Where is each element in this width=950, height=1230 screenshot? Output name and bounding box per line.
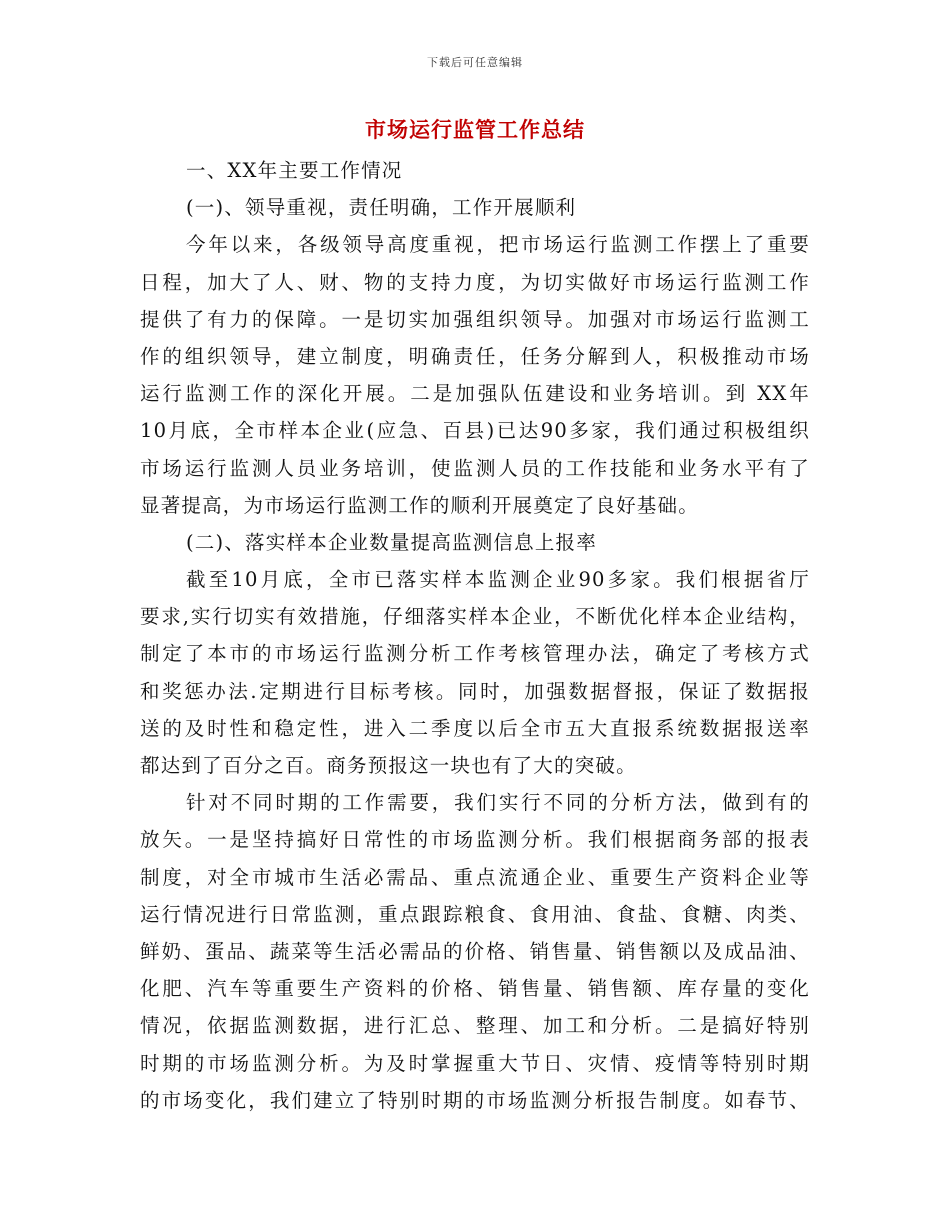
paragraph-line: (二)、落实样本企业数量提高监测信息上报率 [186,530,597,554]
paragraph-line: 放矢。一是坚持搞好日常性的市场监测分析。我们根据商务部的报表 [140,828,810,852]
paragraph-line: 一、XX年主要工作情况 [186,159,403,182]
paragraph-line: 时期的市场监测分析。为及时掌握重大节日、灾情、疫情等特别时期 [140,1051,810,1075]
paragraph-line: 市场运行监测人员业务培训，使监测人员的工作技能和业务水平有了 [140,456,810,480]
paragraph-line: 截至10月底，全市已落实样本监测企业90多家。我们根据省厅 [186,568,810,592]
paragraph-line: 鲜奶、蛋品、蔬菜等生活必需品的价格、销售量、销售额以及成品油、 [140,939,810,963]
paragraph-line: 情况，依据监测数据，进行汇总、整理、加工和分析。二是搞好特别 [140,1014,810,1038]
paragraph-line: 今年以来，各级领导高度重视，把市场运行监测工作摆上了重要 [186,233,810,257]
paragraph-line: 制定了本市的市场运行监测分析工作考核管理办法，确定了考核方式 [140,642,810,666]
paragraph-line: 10月底，全市样本企业(应急、百县)已达90多家，我们通过积极组织 [140,419,810,443]
document-body [140,152,810,1119]
paragraph-line: 要求,实行切实有效措施，仔细落实样本企业，不断优化样本企业结构， [140,605,810,629]
paragraph-line: 化肥、汽车等重要生产资料的价格、销售量、销售额、库存量的变化 [140,977,810,1001]
paragraph-line: 都达到了百分之百。商务预报这一块也有了大的突破。 [140,754,637,777]
paragraph-line: 日程，加大了人、财、物的支持力度，为切实做好市场运行监测工作 [140,270,810,294]
document-title: 市场运行监管工作总结 [365,118,585,142]
paragraph-line: 和奖惩办法.定期进行目标考核。同时，加强数据督报，保证了数据报 [140,679,810,703]
paragraph-line: 运行监测工作的深化开展。二是加强队伍建设和业务培训。到 XX年 [140,382,810,406]
paragraph-line: 显著提高，为市场运行监测工作的顺利开展奠定了良好基础。 [140,493,699,517]
paragraph-line: 针对不同时期的工作需要，我们实行不同的分析方法，做到有的 [186,791,810,815]
paragraph-line: 提供了有力的保障。一是切实加强组织领导。加强对市场运行监测工 [140,307,810,331]
paragraph-line: 制度，对全市城市生活必需品、重点流通企业、重要生产资料企业等 [140,865,810,889]
paragraph-line: 运行情况进行日常监测，重点跟踪粮食、食用油、食盐、食糖、肉类、 [140,902,810,926]
paragraph-line: 的市场变化，我们建立了特别时期的市场监测分析报告制度。如春节、 [140,1088,810,1112]
paragraph-line: 送的及时性和稳定性，进入二季度以后全市五大直报系统数据报送率 [140,716,810,740]
paragraph-line: 作的组织领导，建立制度，明确责任，任务分解到人，积极推动市场 [140,344,810,368]
page-header-note: 下载后可任意编辑 [427,56,523,69]
paragraph-line: (一)、领导重视，责任明确，工作开展顺利 [186,196,577,220]
